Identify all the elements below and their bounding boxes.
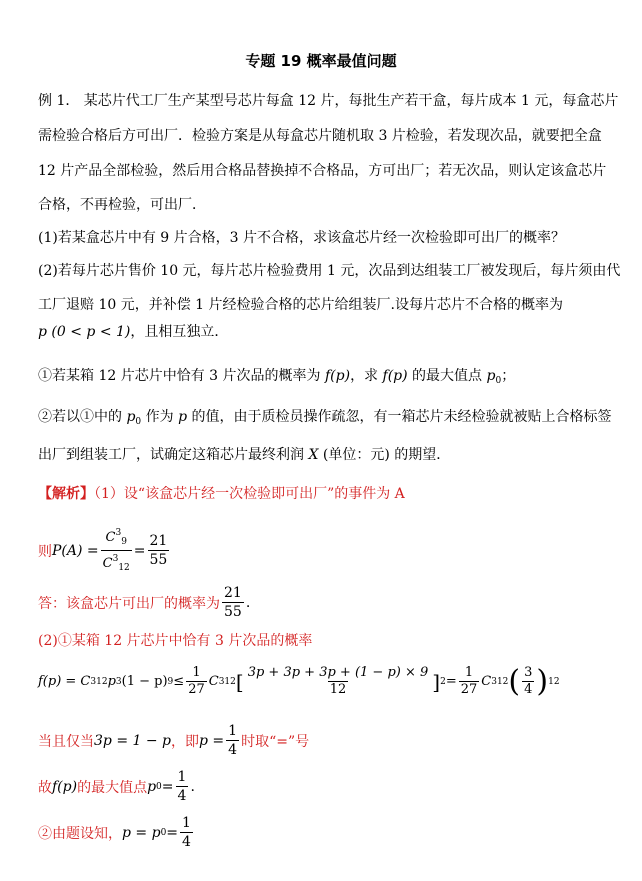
when-den: 4 — [228, 742, 238, 758]
solution-label: 【解析】 — [38, 486, 94, 502]
f-frac-1-27-b — [459, 665, 480, 698]
f-mid: p — [107, 674, 116, 689]
subquestion-2-text-b: 作为 — [141, 409, 179, 425]
c12-sup: 3 — [112, 554, 119, 564]
f-c2: C — [208, 674, 219, 689]
subquestion-1 — [38, 367, 515, 390]
c12-sub: 12 — [118, 563, 130, 573]
when-b: ，即 — [171, 733, 199, 750]
formula-then: 则 — [38, 543, 52, 560]
result-fraction — [148, 532, 170, 569]
max-fraction — [176, 768, 189, 805]
f-c3-sub: 12 — [496, 676, 509, 687]
subquestion-1-fp2: f(p) — [382, 368, 408, 384]
max-point-line — [38, 768, 195, 805]
subquestion-1-p0-sub: 0 — [495, 376, 502, 386]
max-b: 的最大值点 — [77, 779, 148, 796]
subquestion-2-X: X — [308, 447, 319, 463]
max-den: 4 — [177, 788, 187, 804]
subquestion-1-end: ； — [501, 368, 516, 384]
f-pow: 12 — [548, 676, 560, 687]
condition-text: ，且相互独立． — [130, 324, 229, 340]
f-le: ≤ — [173, 674, 185, 689]
f-bnum: 3p + 3p + 3p + (1 − p) × 9 — [247, 665, 429, 680]
subquestion-2-p0-sub: 0 — [135, 417, 142, 427]
answer-num: 21 — [224, 585, 242, 601]
max-eq: = — [161, 778, 174, 795]
equality-condition — [38, 722, 309, 759]
subquestion-1-fp: f(p) — [324, 368, 351, 384]
max-p0sub: 0 — [156, 781, 162, 792]
f-c2-sub: 12 — [224, 676, 236, 687]
f-mid2: (1 − p) — [121, 674, 168, 689]
f-27: 27 — [188, 682, 205, 697]
f-c-sub: 12 — [96, 676, 108, 687]
solution-heading-rest: （1）设“该盒芯片经一次检验即可出厂”的事件为 A — [94, 486, 405, 502]
part-2-heading: (2)①某箱 12 片芯片中恰有 3 片次品的概率 — [38, 633, 313, 649]
f-mid2-sup: 9 — [167, 676, 174, 687]
example-line-3: 12 片产品全部检验，然后用合格品替换掉不合格品，方可出厂；若无次品，则认定该盒芯片 — [38, 163, 607, 179]
f-one2: 1 — [464, 665, 474, 680]
max-num: 1 — [177, 769, 187, 785]
given-line — [38, 814, 195, 851]
given-eq2: = — [166, 824, 179, 841]
f-bsup: 2 — [440, 676, 446, 687]
given-fraction — [180, 814, 193, 851]
given-num: 1 — [182, 815, 191, 831]
example-line-1: 例 1． 某芯片代工厂生产某型号芯片每盒 12 片，每批生产若干盒，每片成本 1 元，每盒芯片 — [38, 93, 619, 109]
subquestion-1-text-a: ①若某箱 12 片芯片中恰有 3 片次品的概率为 — [38, 368, 325, 384]
given-eq: p = p — [122, 824, 161, 841]
f-c2-sup: 3 — [218, 676, 225, 687]
f-c3-sup: 3 — [491, 676, 497, 687]
given-den: 4 — [182, 834, 191, 850]
c9-symbol: C — [105, 530, 116, 545]
subquestion-2-p0: p — [126, 409, 136, 425]
probability-condition: p (0 < p < 1) — [38, 324, 131, 340]
given-sub: 0 — [160, 827, 167, 838]
combination-fraction — [101, 525, 132, 576]
max-p0: p — [147, 778, 157, 795]
max-fp: f(p) — [52, 778, 78, 795]
f-mid-sup: 3 — [115, 676, 122, 687]
f-one: 1 — [192, 665, 201, 680]
when-c: 时取“=”号 — [241, 733, 310, 750]
subquestion-2-text-c: 的值，由于质检员操作疏忽，有一箱芯片未经检验就被贴上合格标签 — [187, 409, 612, 425]
subquestion-1-text-c: 的最大值点 — [407, 368, 487, 384]
subquestion-1-text-b: ，求 — [350, 368, 383, 384]
answer-den: 55 — [224, 604, 242, 620]
f-bden: 12 — [329, 682, 347, 697]
question-2-line-3 — [38, 323, 228, 341]
solution-heading — [38, 485, 405, 503]
subquestion-2-line-1 — [38, 408, 611, 431]
given-a: ②由题设知， — [38, 825, 122, 842]
f-eq: = — [445, 674, 457, 689]
when-num: 1 — [228, 723, 238, 739]
c9-sup: 3 — [115, 528, 122, 538]
when-p: p = — [199, 732, 225, 749]
when-fraction — [226, 722, 239, 759]
formula-pa: P(A) = — [52, 542, 99, 559]
example-line-4: 合格，不再检验，可出厂． — [38, 197, 206, 213]
c9-sub: 9 — [121, 537, 127, 547]
f-c-sup: 3 — [90, 676, 97, 687]
f-27b: 27 — [460, 682, 478, 697]
when-a: 当且仅当 — [38, 733, 94, 750]
subquestion-1-p0: p — [486, 368, 496, 384]
answer-end: . — [245, 594, 251, 611]
subquestion-2-line2-b: (单位：元) 的期望． — [318, 447, 451, 463]
f-34den: 4 — [524, 682, 533, 697]
max-a: 故 — [38, 779, 52, 796]
subquestion-2-text-a: ②若以①中的 — [38, 409, 127, 425]
probability-formula — [38, 525, 171, 576]
result-num: 21 — [149, 533, 168, 549]
f-lhs: f(p) = C — [38, 674, 91, 689]
result-den: 55 — [149, 552, 168, 568]
max-end: . — [190, 778, 195, 795]
question-2-line-1: (2)若每片芯片售价 10 元，每片芯片检验费用 1 元，次品到达组装工厂被发现后，每片须由代 — [38, 263, 621, 279]
answer-text: 答：该盒芯片可出厂的概率为 — [38, 595, 220, 612]
f-c3: C — [481, 674, 492, 689]
subquestion-2-p: p — [178, 409, 188, 425]
inequality-formula: f(p) = C 3 12 p 3 (1 − p) 9 ≤ $\frac{1}{27}$ C 3 12 [ $\frac{3p + 3p + 3p + (1 - p) \times 9}{12}$ ] 2 = $\frac{1}{27}$ C 3 12 ( $\frac{3}{4}$ ) 12 — [38, 663, 560, 699]
f-34num: 3 — [524, 665, 533, 680]
subquestion-2-line2-a: 出厂到组装工厂，试确定这箱芯片最终利润 — [38, 447, 309, 463]
when-eq: 3p = 1 − p — [94, 732, 171, 749]
c12-symbol: C — [102, 556, 113, 571]
formula-eq: = — [133, 542, 146, 559]
question-2-line-2: 工厂退赔 10 元，并补偿 1 片经检验合格的芯片给组装厂.设每片芯片不合格的概率为 — [38, 297, 563, 313]
subquestion-2-line-2 — [38, 446, 450, 464]
f-frac-1-27 — [186, 665, 207, 698]
answer-fraction — [222, 584, 244, 621]
f-frac-3-4 — [522, 665, 534, 698]
question-1: (1)若某盒芯片中有 9 片合格，3 片不合格，求该盒芯片经一次检验即可出厂的概率？ — [38, 230, 565, 246]
f-bracket-fraction — [246, 665, 431, 698]
page-title: 专题 19 概率最值问题 — [245, 52, 397, 70]
answer-line — [38, 584, 250, 621]
example-line-2: 需检验合格后方可出厂．检验方案是从每盒芯片随机取 3 片检验，若发现次品，就要把全盒 — [38, 128, 602, 144]
